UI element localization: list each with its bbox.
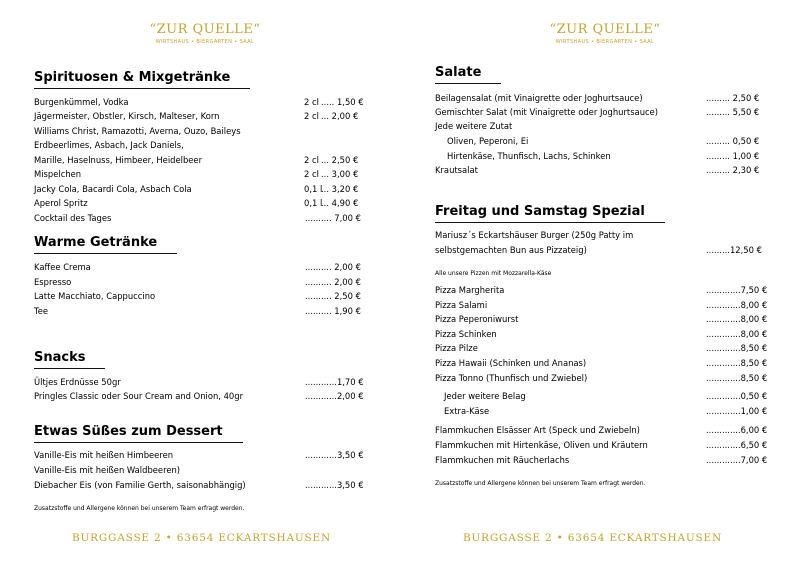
heading-dessert: Etwas Süßes zum Dessert <box>34 424 223 439</box>
restaurant-logo <box>135 22 275 46</box>
menu-item: Vanille-Eis mit heißen Himbeeren <box>34 450 174 460</box>
menu-item: selbstgemachten Bun aus Pizzateig) <box>435 245 587 255</box>
allergen-note: Zusatzstoffe und Allergene können bei unserem Team erfragt werden. <box>435 480 646 487</box>
right-menu-page <box>400 0 800 565</box>
item-price: ............3,50 € <box>305 450 364 460</box>
item-price: .......... 7,00 € <box>305 213 361 223</box>
item-price: ............3,50 € <box>305 480 364 490</box>
item-price: .............7,00 € <box>706 455 768 465</box>
menu-item: Jacky Cola, Bacardi Cola, Asbach Cola <box>34 184 192 194</box>
item-price: .......... 1,90 € <box>305 306 361 316</box>
item-price: ......... 5,50 € <box>706 107 760 117</box>
item-price: ......... 2,50 € <box>706 93 760 103</box>
pizza-note: Alle unsere Pizzen mit Mozzarella-Käse <box>435 270 552 277</box>
menu-item: Burgenkümmel, Vodka <box>34 97 129 107</box>
item-price: ......... 1,00 € <box>706 151 760 161</box>
logo-title: “ZUR QUELLE“ <box>149 22 261 37</box>
logo-subtitle: WIRTSHAUS • BIERGARTEN • SAAL <box>555 39 655 45</box>
menu-item: Flammkuchen Elsässer Art (Speck und Zwiebeln) <box>435 425 640 435</box>
item-price: .............8,50 € <box>706 373 768 383</box>
menu-item: Ültjes Erdnüsse 50gr <box>34 377 121 387</box>
item-price: ... 2,00 € <box>321 111 359 121</box>
menu-item: Espresso <box>34 277 72 287</box>
heading-spezial: Freitag und Samstag Spezial <box>435 204 645 219</box>
logo-subtitle: WIRTSHAUS • BIERGARTEN • SAAL <box>155 39 255 45</box>
item-price: ... 3,20 € <box>321 184 359 194</box>
menu-item: Tee <box>34 306 48 316</box>
menu-item: Pringles Classic oder Sour Cream and Onion, 40gr <box>34 391 244 401</box>
heading-salate: Salate <box>435 65 482 80</box>
item-price: .......... 2,00 € <box>305 277 361 287</box>
menu-item: Vanille-Eis mit heißen Waldbeeren) <box>34 465 181 475</box>
heading-spirituosen: Spirituosen & Mixgetränke <box>34 70 231 85</box>
menu-item: Aperol Spritz <box>34 198 88 208</box>
item-price: ............1,70 € <box>305 377 364 387</box>
menu-item: Pizza Schinken <box>435 329 497 339</box>
item-price: .............8,00 € <box>706 314 768 324</box>
item-price: .............8,00 € <box>706 329 768 339</box>
menu-item: Pizza Hawaii (Schinken und Ananas) <box>435 358 587 368</box>
item-price: .............1,00 € <box>706 406 768 416</box>
menu-item: Mariusz´s Eckartshäuser Burger (250g Patty im <box>435 230 634 240</box>
menu-item: Erdbeerlimes, Asbach, Jack Daniels, <box>34 140 184 150</box>
item-price: ............2,00 € <box>305 391 364 401</box>
item-price: ......... 2,30 € <box>706 165 760 175</box>
menu-item: Williams Christ, Ramazotti, Averna, Ouzo, Baileys <box>34 126 241 136</box>
menu-item: Jägermeister, Obstler, Kirsch, Malteser, Korn <box>34 111 220 121</box>
menu-item: Pizza Tonno (Thunfisch und Zwiebel) <box>435 373 588 383</box>
footer-address: BURGGASSE 2 • 63654 ECKARTSHAUSEN <box>463 532 722 544</box>
menu-item: Latte Macchiato, Cappuccino <box>34 291 156 301</box>
item-price: .............8,50 € <box>706 358 768 368</box>
menu-item: Hirtenkäse, Thunfisch, Lachs, Schinken <box>447 151 611 161</box>
logo-title: “ZUR QUELLE“ <box>549 22 661 37</box>
item-price: .............8,50 € <box>706 343 768 353</box>
item-price: .............8,00 € <box>706 300 768 310</box>
heading-snacks: Snacks <box>34 350 86 365</box>
item-price: .............6,50 € <box>706 440 768 450</box>
menu-item: Flammkuchen mit Hirtenkäse, Oliven und Kräutern <box>435 440 648 450</box>
menu-item: Marille, Haselnuss, Himbeer, Heidelbeer <box>34 155 203 165</box>
item-size: 2 cl <box>304 155 319 165</box>
footer-address: BURGGASSE 2 • 63654 ECKARTSHAUSEN <box>72 532 331 544</box>
menu-item: Oliven, Peperoni, Ei <box>447 136 529 146</box>
menu-item: Jeder weitere Belag <box>444 391 526 401</box>
menu-item: Cocktail des Tages <box>34 213 112 223</box>
item-price: .............6,00 € <box>706 425 768 435</box>
item-price: .............7,50 € <box>706 285 768 295</box>
menu-item: Krautsalat <box>435 165 478 175</box>
menu-item: Pizza Margherita <box>435 285 505 295</box>
menu-item: Gemischter Salat (mit Vinaigrette oder Joghurtsauce) <box>435 107 659 117</box>
item-price: ......... 0,50 € <box>706 136 760 146</box>
menu-item: Pizza Peperoniwurst <box>435 314 519 324</box>
menu-item: Flammkuchen mit Räucherlachs <box>435 455 570 465</box>
menu-item: Pizza Pilze <box>435 343 478 353</box>
menu-item: Extra-Käse <box>444 406 490 416</box>
item-size: 0,1 l <box>304 198 323 208</box>
allergen-note: Zusatzstoffe und Allergene können bei unserem Team erfragt werden. <box>34 505 245 512</box>
menu-item: Beilagensalat (mit Vinaigrette oder Joghurtsauce) <box>435 93 643 103</box>
item-price: ..... 1,50 € <box>321 97 364 107</box>
menu-item: Diebacher Eis (von Familie Gerth, saisonabhängig) <box>34 480 246 490</box>
menu-item: Jede weitere Zutat <box>435 121 513 131</box>
item-price: .......... 2,00 € <box>305 262 361 272</box>
item-price: ... 4,90 € <box>321 198 359 208</box>
item-price: ... 3,00 € <box>321 169 359 179</box>
menu-item: Mispelchen <box>34 169 82 179</box>
item-size: 2 cl <box>304 97 319 107</box>
restaurant-logo <box>535 22 675 46</box>
item-size: 0,1 l <box>304 184 323 194</box>
menu-item: Kaffee Crema <box>34 262 91 272</box>
item-size: 2 cl <box>304 169 319 179</box>
item-price: ... 2,50 € <box>321 155 359 165</box>
item-price: .........12,50 € <box>706 245 762 255</box>
heading-warme-getraenke: Warme Getränke <box>34 235 158 250</box>
item-size: 2 cl <box>304 111 319 121</box>
menu-item: Pizza Salami <box>435 300 488 310</box>
item-price: .............0,50 € <box>706 391 768 401</box>
item-price: .......... 2,50 € <box>305 291 361 301</box>
